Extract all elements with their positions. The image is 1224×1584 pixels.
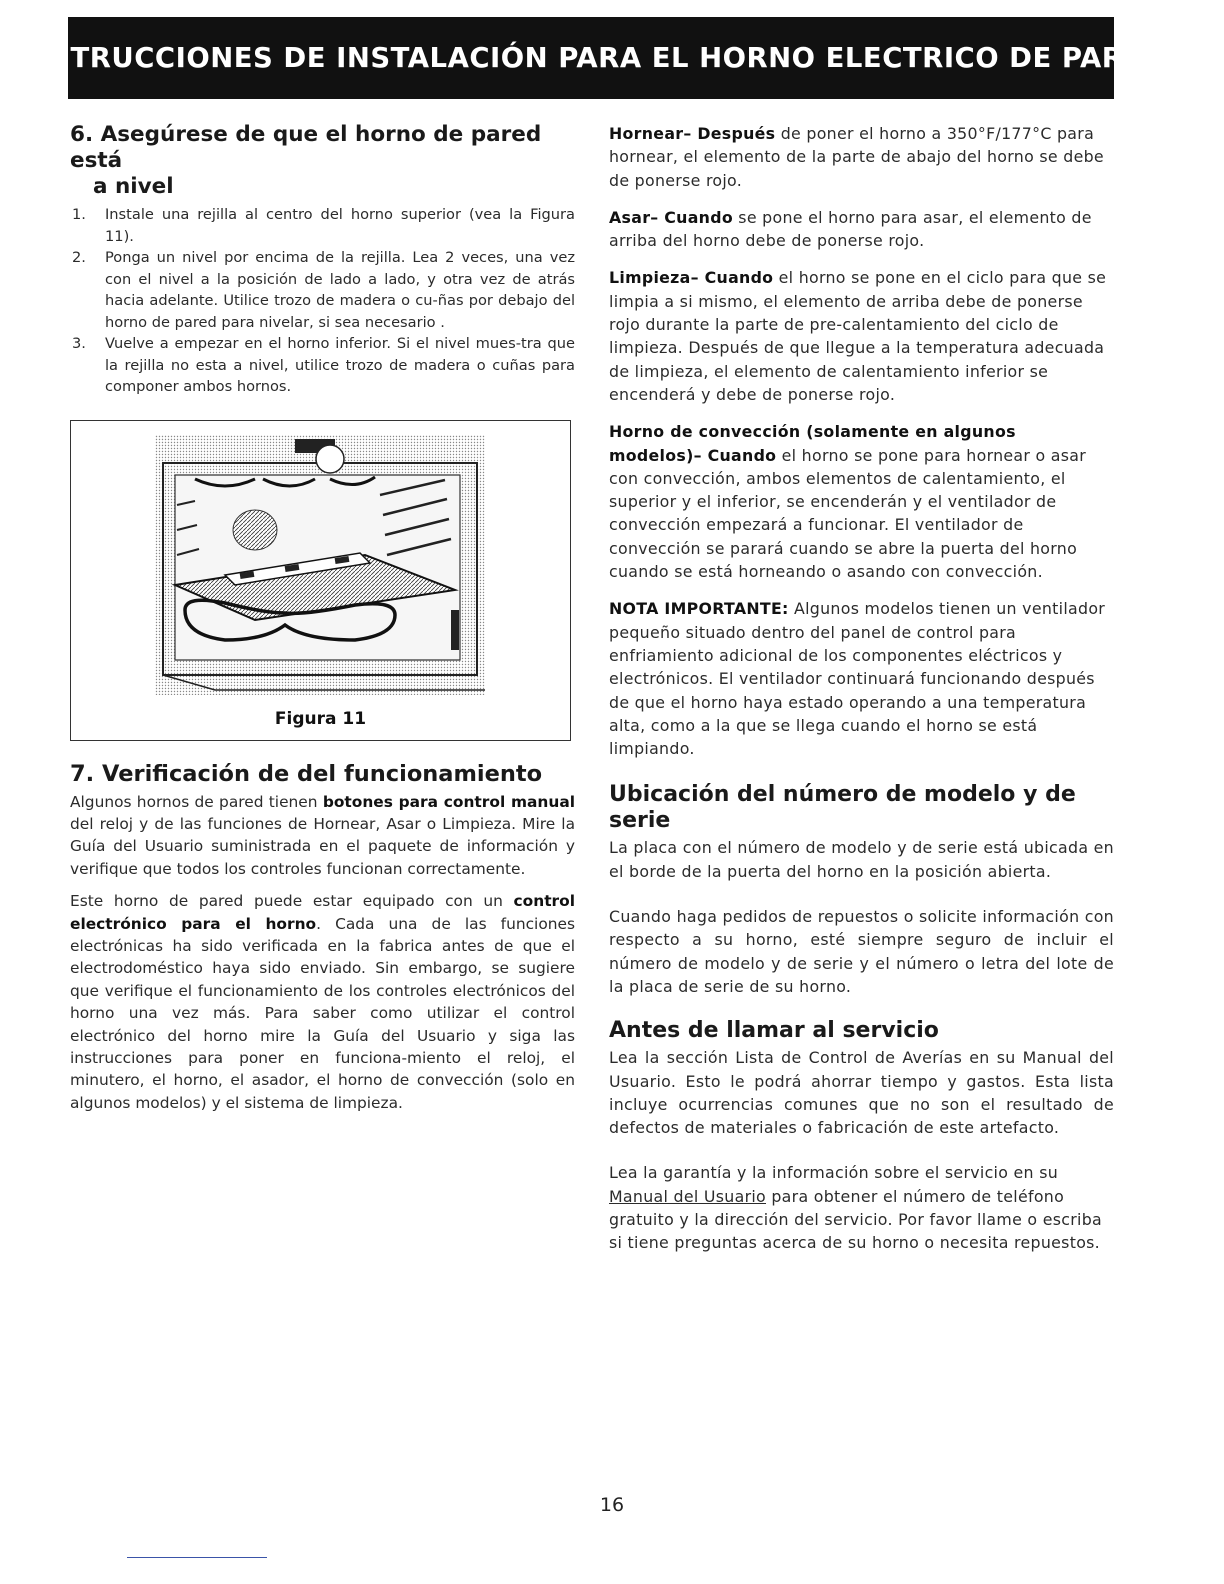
leveling-steps [70,204,575,398]
section-7-paragraph-1: Algunos hornos de pared tienen botones para control manual del reloj y de las funciones de Hornear, Asar o Limpieza. Mire la Guía del Usuario suministrada en el paquete de información y verifique que todos los controles funcionan correctamente. [70,792,575,878]
page-number: 16 [599,1494,625,1516]
ubicacion-paragraph-1: La placa con el número de modelo y de serie está ubicada en el borde de la puerta del horno en la posición abierta. [609,838,1114,881]
asar-paragraph: Asar– Cuando se pone el horno para asar, el elemento de arriba del horno debe de ponerse rojo. [609,207,1092,251]
figure-11-box [70,420,571,741]
figure-caption: Figura 11 [274,708,367,729]
antes-paragraph-2: Lea la garantía y la información sobre el servicio en su Manual del Usuario para obtener el número de teléfono gratuito y la dirección del servicio. Por favor llame o escriba si tiene preguntas acerca de su horno o necesita repuestos. [609,1163,1103,1253]
section-7-paragraph-2: Este horno de pared puede estar equipado con un control electrónico para el horno. Cada una de las funciones electrónicas ha sido verificada en la fabrica antes de que el electrodoméstico haya sido enviado. Sin embargo, se sugiere que verifique el funcionamiento de los controles electrónicos del horno una vez más. Para saber como utilizar el control electrónico del horno mire la Guía del Usuario y siga las instrucciones para poner en funciona-miento el reloj, el minutero, el horno, el asador, el horno de convección (solo en algunos modelos) y el sistema de limpieza. [70,892,575,1112]
right-column [609,122,1114,1255]
header-title: INSTRUCCIONES DE INSTALACIÓN PARA EL HORNO ELECTRICO DE PARED [15,42,1167,74]
list-item: 3. Vuelve a empezar en el horno inferior. Si el nivel mues-tra que la rejilla no esta a nivel, utilice trozo de madera o cuñas para componer ambos hornos. [72,335,575,395]
section-6-title: 6. Asegúrese de que el horno de pared está a nivel [70,122,542,199]
ubicacion-title: Ubicación del número de modelo y de serie [609,782,1076,834]
list-item: 2. Ponga un nivel por encima de la rejilla. Lea 2 veces, una vez con el nivel a la posición de lado a lado, y otra vez de atrás hacia adelante. Utilice trozo de madera o cu-ñas por debajo del horno de pared para nivelar, si sea necesario . [72,249,575,331]
oven-rack-illustration [155,435,485,695]
section-7-title: 7. Verificación de del funcionamiento [70,760,543,787]
manual-reference: Manual del Usuario [609,1186,767,1206]
conveccion-paragraph: Horno de convección (solamente en algunos modelos)– Cuando el horno se pone para hornear o asar con convección, ambos elementos de calentamiento, el superior y el inferior, se encenderán y el ventilador de convección empezará a funcionar. El ventilador de convección se parará cuando se abre la puerta del horno cuando se está horneando o asando con convección. [609,422,1087,582]
antes-paragraph-1: Lea la sección Lista de Control de Averías en su Manual del Usuario. Esto le podrá ahorrar tiempo y gastos. Esta lista incluye ocurrencias comunes que no son el resultado de defectos de materiales o fabricación de este artefacto. [609,1048,1114,1138]
left-column [70,122,575,1114]
page-header [15,17,1167,99]
list-item: 1. Instale una rejilla al centro del horno superior (vea la Figura 11). [72,206,575,245]
ubicacion-paragraph-2: Cuando haga pedidos de repuestos o solicite información con respecto a su horno, esté siempre seguro de incluir el número de modelo y de serie y el número o letra del lote de la placa de serie de su horno. [609,907,1114,996]
hornear-paragraph: Hornear– Después de poner el horno a 350°F/177°C para hornear, el elemento de la parte de abajo del horno se debe de ponerse rojo. [609,124,1104,190]
antes-title: Antes de llamar al servicio [609,1018,939,1044]
limpieza-paragraph: Limpieza– Cuando el horno se pone en el ciclo para que se limpia a si mismo, el elemento de arriba debe de ponerse rojo durante la parte de pre-calentamiento del ciclo de limpieza. Después de que llegue a la temperatura adecuada de limpieza, el elemento de calentamiento inferior se encenderá y debe de ponerse rojo. [609,268,1107,404]
footer-rule [127,1557,267,1558]
nota-paragraph: NOTA IMPORTANTE: Algunos modelos tienen un ventilador pequeño situado dentro del panel de control para enfriamiento adicional de los componentes eléctricos y electrónicos. El ventilador continuará funcionando después de que el horno haya estado operando a una temperatura alta, como a la que se llega cuando el horno se está limpiando. [609,599,1106,759]
